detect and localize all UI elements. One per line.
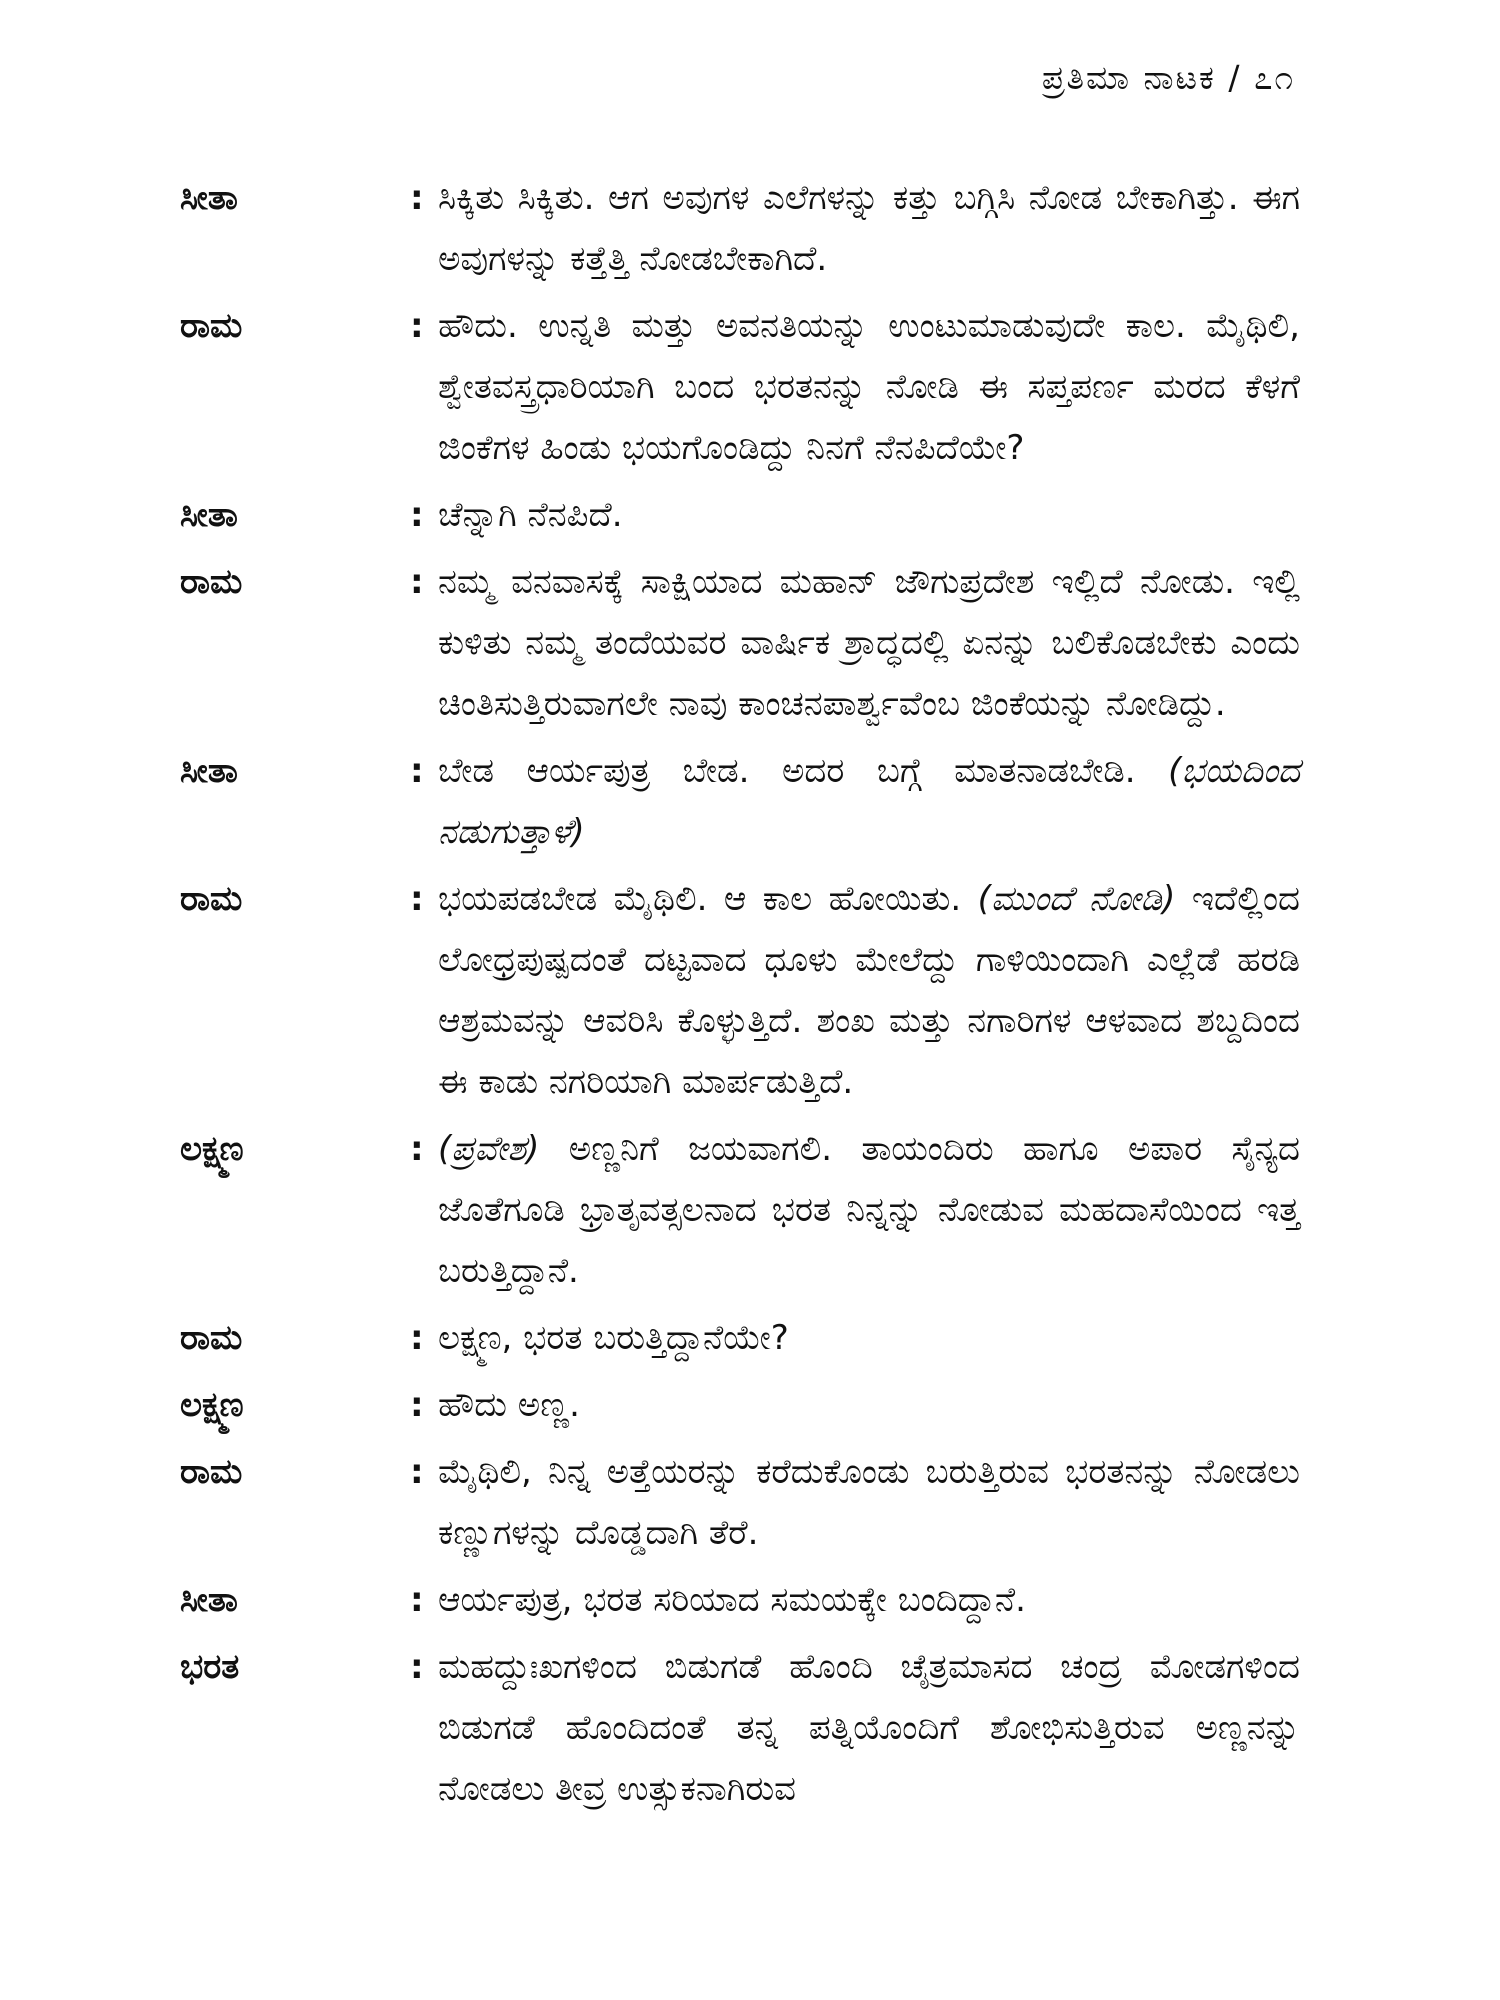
speech-line: ಆರ್ಯಪುತ್ರ, ಭರತ ಸರಿಯಾದ ಸಮಯಕ್ಕೇ ಬಂದಿದ್ದಾನೆ. [438, 1580, 1026, 1620]
dialogue-entry [180, 1637, 1300, 1820]
speech-line: ಮಹದ್ದುಃಖಗಳಿಂದ ಬಿಡುಗಡೆ ಹೊಂದಿ ಚೈತ್ರಮಾಸದ ಚಂದ್ರ ಮೋಡಗಳಿಂದ ಬಿಡುಗಡೆ ಹೊಂದಿದಂತೆ ತನ್ನ ಪತ್ನಿಯೊಂದಿಗೆ ಶೋಭಿಸುತ್ತಿರುವ ಅಣ್ಣನನ್ನು ನೋಡಲು ತೀವ್ರ ಉತ್ಸುಕನಾಗಿರುವ [438, 1647, 1300, 1809]
speech-line: ಸಿಕ್ಕಿತು ಸಿಕ್ಕಿತು. ಆಗ ಅವುಗಳ ಎಲೆಗಳನ್ನು ಕತ್ತು ಬಗ್ಗಿಸಿ ನೋಡ ಬೇಕಾಗಿತ್ತು. ಈಗ ಅವುಗಳನ್ನು ಕತ್ತೆತ್ತಿ ನೋಡಬೇಕಾಗಿದೆ. [438, 178, 1300, 279]
colon: : [410, 1385, 424, 1425]
dialogue-entry [180, 1119, 1300, 1302]
speech-line: ಇದೆಲ್ಲಿಂದ ಲೋಧ್ರಪುಷ್ಪದಂತೆ ದಟ್ಟವಾದ ಧೂಳು ಮೇಲೆದ್ದು ಗಾಳಿಯಿಂದಾಗಿ ಎಲ್ಲೆಡೆ ಹರಡಿ ಆಶ್ರಮವನ್ನು ಆವರಿಸಿ ಕೊಳ್ಳುತ್ತಿದೆ. ಶಂಖ ಮತ್ತು ನಗಾರಿಗಳ ಆಳವಾದ ಶಬ್ದದಿಂದ ಈ ಕಾಡು ನಗರಿಯಾಗಿ ಮಾರ್ಪಡುತ್ತಿದೆ. [438, 879, 1301, 1102]
speech-text [438, 1308, 1300, 1369]
dialogue-entry [180, 1308, 1300, 1369]
speaker-name: ರಾಮ [180, 562, 243, 602]
colon: : [410, 879, 424, 919]
dialogue-entry [180, 552, 1300, 735]
speaker-name: ಭರತ [180, 1647, 240, 1687]
dialogue-entry [180, 485, 1300, 546]
stage-direction: (ಭಯದಿಂದ ನಡುಗುತ್ತಾಳೆ) [438, 751, 1300, 852]
colon: : [410, 495, 424, 535]
speaker-name: ಸೀತಾ [180, 178, 238, 218]
colon: : [410, 306, 424, 346]
speech-text [438, 1119, 1300, 1302]
colon: : [410, 1129, 424, 1169]
speaker-name: ಲಕ್ಷ್ಮಣ [180, 1129, 244, 1169]
speech-text [438, 1375, 1300, 1436]
speech-text [438, 741, 1300, 863]
dialogue-entry [180, 1442, 1300, 1564]
speech-line: ಚೆನ್ನಾಗಿ ನೆನಪಿದೆ. [438, 495, 623, 535]
speech-line: ಲಕ್ಷ್ಮಣ, ಭರತ ಬರುತ್ತಿದ್ದಾನೆಯೇ? [438, 1318, 789, 1358]
colon: : [410, 178, 424, 218]
colon: : [410, 1647, 424, 1687]
speech-line: ಭಯಪಡಬೇಡ ಮೈಥಿಲಿ. ಆ ಕಾಲ ಹೋಯಿತು. [438, 879, 962, 919]
speech-text [438, 869, 1300, 1113]
colon: : [410, 1580, 424, 1620]
book-title: ಪ್ರತಿಮಾ ನಾಟಕ [1041, 58, 1216, 97]
speech-text [438, 168, 1300, 290]
speaker-name: ರಾಮ [180, 306, 243, 346]
dialogue-entry [180, 741, 1300, 863]
colon: : [410, 562, 424, 602]
speech-text [438, 552, 1300, 735]
speech-line: ಮೈಥಿಲಿ, ನಿನ್ನ ಅತ್ತೆಯರನ್ನು ಕರೆದುಕೊಂಡು ಬರುತ್ತಿರುವ ಭರತನನ್ನು ನೋಡಲು ಕಣ್ಣುಗಳನ್ನು ದೊಡ್ಡದಾಗಿ ತೆರೆ. [438, 1452, 1300, 1553]
colon: : [410, 1452, 424, 1492]
speaker-name: ರಾಮ [180, 1318, 243, 1358]
dialogue-entry [180, 1375, 1300, 1436]
colon: : [410, 751, 424, 791]
stage-direction: (ಪ್ರವೇಶ) [438, 1129, 540, 1169]
page-header [1042, 58, 1295, 98]
speech-text [438, 1442, 1300, 1564]
speaker-name: ರಾಮ [180, 879, 243, 919]
page-number: ೭೧ [1254, 58, 1295, 97]
speech-line: ಹೌದು ಅಣ್ಣ. [438, 1385, 580, 1425]
speech-text [438, 1637, 1300, 1820]
speech-line: ಹೌದು. ಉನ್ನತಿ ಮತ್ತು ಅವನತಿಯನ್ನು ಉಂಟುಮಾಡುವುದೇ ಕಾಲ. ಮೈಥಿಲಿ, ಶ್ವೇತವಸ್ತ್ರಧಾರಿಯಾಗಿ ಬಂದ ಭರತನನ್ನು ನೋಡಿ ಈ ಸಪ್ತಪರ್ಣ ಮರದ ಕೆಳಗೆ ಜಿಂಕೆಗಳ ಹಿಂಡು ಭಯಗೊಂಡಿದ್ದು ನಿನಗೆ ನೆನಪಿದೆಯೇ? [438, 306, 1300, 468]
dialogue-entry [180, 168, 1300, 290]
stage-direction: (ಮುಂದೆ ನೋಡಿ) [977, 879, 1176, 919]
dialogue-body [180, 168, 1300, 1826]
speaker-name: ಸೀತಾ [180, 495, 238, 535]
speech-line: ಬೇಡ ಆರ್ಯಪುತ್ರ ಬೇಡ. ಅದರ ಬಗ್ಗೆ ಮಾತನಾಡಬೇಡಿ. [438, 751, 1136, 791]
header-separator: / [1228, 58, 1242, 97]
speech-line: ಅಣ್ಣನಿಗೆ ಜಯವಾಗಲಿ. ತಾಯಂದಿರು ಹಾಗೂ ಅಪಾರ ಸೈನ್ಯದ ಜೊತೆಗೂಡಿ ಭ್ರಾತೃವತ್ಸಲನಾದ ಭರತ ನಿನ್ನನ್ನು ನೋಡುವ ಮಹದಾಸೆಯಿಂದ ಇತ್ತ ಬರುತ್ತಿದ್ದಾನೆ. [438, 1129, 1300, 1291]
dialogue-entry [180, 869, 1300, 1113]
dialogue-entry [180, 296, 1300, 479]
speaker-name: ಸೀತಾ [180, 1580, 238, 1620]
dialogue-entry [180, 1570, 1300, 1631]
speaker-name: ರಾಮ [180, 1452, 243, 1492]
colon: : [410, 1318, 424, 1358]
speech-text [438, 485, 1300, 546]
speaker-name: ಲಕ್ಷ್ಮಣ [180, 1385, 244, 1425]
speaker-name: ಸೀತಾ [180, 751, 238, 791]
speech-text [438, 296, 1300, 479]
speech-line: ನಮ್ಮ ವನವಾಸಕ್ಕೆ ಸಾಕ್ಷಿಯಾದ ಮಹಾನ್ ಜೌಗುಪ್ರದೇಶ ಇಲ್ಲಿದೆ ನೋಡು. ಇಲ್ಲಿ ಕುಳಿತು ನಮ್ಮ ತಂದೆಯವರ ವಾರ್ಷಿಕ ಶ್ರಾದ್ಧದಲ್ಲಿ ಏನನ್ನು ಬಲಿಕೊಡಬೇಕು ಎಂದು ಚಿಂತಿಸುತ್ತಿರುವಾಗಲೇ ನಾವು ಕಾಂಚನಪಾರ್ಶ್ವವೆಂಬ ಜಿಂಕೆಯನ್ನು ನೋಡಿದ್ದು. [438, 562, 1300, 724]
speech-text [438, 1570, 1300, 1631]
